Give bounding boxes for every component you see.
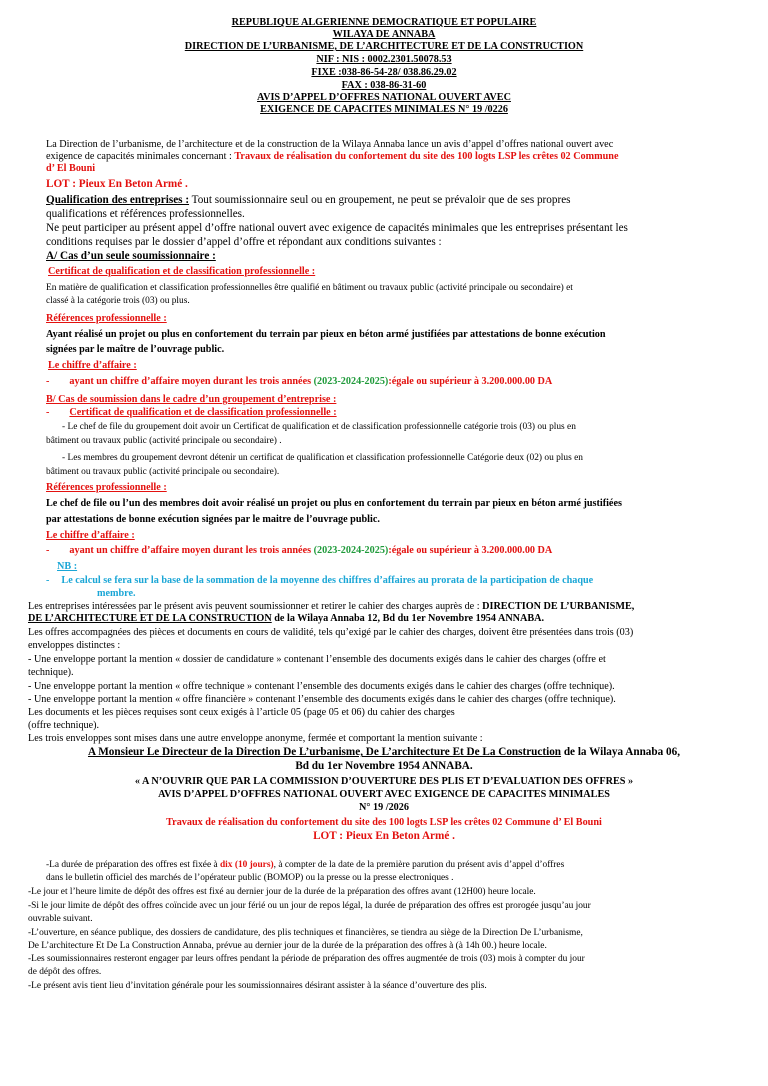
intro-lot: LOT : Pieux En Beton Armé . (46, 178, 188, 190)
header-exigence: EXIGENCE DE CAPACITES MINIMALES N° 19 /0226 (260, 104, 508, 115)
ca-amount: :égale ou supérieur à 3.200.000.00 DA (388, 376, 553, 387)
header-fixe: FIXE :038-86-54-28/ 038.86.29.02 (311, 67, 457, 78)
address-line-1 (0, 746, 768, 758)
intro-text: exigence de capacités minimales concernant : (46, 151, 235, 162)
qualification-line-3: Ne peut participer au présent appel d’offre national ouvert avec exigence de capacités minimales que les entreprises présentant les (46, 222, 628, 234)
body-line-1 (28, 601, 634, 613)
body-line-6: technique). (28, 667, 74, 678)
address-wilaya: de la Wilaya Annaba 06, (561, 746, 680, 758)
footer-line-10: -Le présent avis tient lieu d’invitation générale pour les soumissionnaires désirant assister à la séance d’ouverture des plis. (28, 981, 487, 991)
section-a-cert-line-2: classé à la catégorie trois (03) ou plus. (46, 296, 190, 306)
body-line-8: - Une enveloppe portant la mention « offre financière » contenant l’ensemble des documents exigés dans le cahier des charges (offre technique). (28, 694, 616, 705)
section-a-ref-line-2: signées par le maître de l’ouvrage public. (46, 344, 225, 355)
footer-line-7: De L’architecture Et De La Construction Annaba, prévue au dernier jour de la durée de la préparation des offres à (à 14h 00.) heure locale. (28, 941, 547, 951)
header-fax: FAX : 038-86-31-60 (341, 80, 427, 91)
section-a-title: A/ Cas d’un seule soumissionnaire : (46, 250, 216, 262)
address-line-2: Bd du 1er Novembre 1954 ANNABA. (295, 760, 473, 772)
ca-text: ayant un chiffre d’affaire moyen durant les trois années (69, 545, 314, 556)
body-address: de la Wilaya Annaba 12, Bd du 1er Novembre 1954 ANNABA. (271, 613, 545, 624)
footer-line-1 (46, 859, 564, 871)
section-b-p1-line-2: bâtiment ou travaux public (activité principale ou secondaire) . (46, 436, 282, 446)
body-line-3: Les offres accompagnées des pièces et documents en cours de validité, tels qu’exigé par le cahier des charges, doivent être présentées dans trois (03) (28, 627, 634, 638)
address-project: Travaux de réalisation du confortement du site des 100 logts LSP les crêtes 02 Commune d’ El Bouni (166, 817, 602, 828)
address-lot: LOT : Pieux En Beton Armé . (313, 830, 455, 842)
section-a-ca-line (46, 376, 552, 388)
footer-text-cont: , à compter de la date de la première parution du présent avis d’appel d’offres (273, 860, 565, 870)
section-b-cert-title: Certificat de qualification et de classification professionnelle : (69, 407, 337, 418)
ca-years: (2023-2024-2025) (313, 376, 389, 387)
footer-text: -La durée de préparation des offres est fixée à (46, 860, 220, 870)
section-b-p1-line-1: - Le chef de file du groupement doit avoir un Certificat de qualification et de classification professionnelle catégorie trois (03) ou plus en (62, 422, 576, 432)
bullet-dash: - (46, 575, 50, 586)
footer-line-6: -L’ouverture, en séance publique, des dossiers de candidature, des plis techniques et financières, se tiendra au siège de la Direction De L’urbanisme, (28, 928, 583, 938)
body-line-4: enveloppes distinctes : (28, 640, 121, 651)
ca-text: ayant un chiffre d’affaire moyen durant les trois années (69, 376, 314, 387)
header-wilaya: WILAYA DE ANNABA (332, 29, 436, 40)
body-line-5: - Une enveloppe portant la mention « dossier de candidature » contenant l’ensemble des documents exigés dans le cahier des charges (offre et (28, 654, 606, 665)
footer-line-2: dans le bulletin officiel des marchés de l’opérateur public (BOMOP) ou la presse ou la presse electroniques . (46, 873, 454, 883)
body-text: Les entreprises intéressées par le présent avis peuvent soumissionner et retirer le cahier des charges auprès de : (28, 601, 483, 612)
header-avis: AVIS D’APPEL D’OFFRES NATIONAL OUVERT AVEC (257, 92, 511, 103)
intro-line-3: d’ El Bouni (46, 163, 96, 174)
section-b-ref-line-1: Le chef de file ou l’un des membres doit avoir réalisé un projet ou plus en confortement du terrain par pieux en béton armé justifiées (46, 498, 622, 509)
nb-line-2: membre. (97, 588, 136, 599)
section-b-ca-line (46, 545, 552, 557)
section-b-ca-title: Le chiffre d’affaire : (46, 530, 135, 541)
ca-years: (2023-2024-2025) (313, 545, 389, 556)
section-a-ca-title: Le chiffre d’affaire : (48, 360, 137, 371)
body-line-11: Les trois enveloppes sont mises dans une autre enveloppe anonyme, fermée et comportant la mention suivante : (28, 733, 483, 744)
bullet-dash: - (46, 545, 50, 556)
nb-line-1 (46, 575, 593, 587)
qualification-text: Tout soumissionnaire seul ou en groupement, ne peut se prévaloir que de ses propres (189, 194, 571, 206)
qualification-title: Qualification des entreprises : (46, 194, 190, 206)
body-line-10: (offre technique). (28, 720, 100, 731)
intro-project: Travaux de réalisation du confortement du site des 100 logts LSP les crêtes 02 Commune (234, 151, 619, 162)
address-mention: « A N’OUVRIR QUE PAR LA COMMISSION D’OUVERTURE DES PLIS ET D’EVALUATION DES OFFRES » (134, 776, 634, 787)
section-a-ref-line-1: Ayant réalisé un projet ou plus en confortement du terrain par pieux en béton armé justifiées par attestations de bonne exécution (46, 329, 606, 340)
section-a-cert-line-1: En matière de qualification et classification professionnelles être qualifié en bâtiment ou travaux public (activité principale ou secondaire) et (46, 283, 573, 293)
nb-text: Le calcul se fera sur la base de la sommation de la moyenne des chiffres d’affaires au prorata de la participation de chaque (61, 575, 594, 586)
qualification-line-4: conditions requises par le dossier d’appel d’offre et répondant aux conditions suivantes : (46, 236, 442, 248)
intro-line-2 (46, 151, 618, 163)
section-b-title: B/ Cas de soumission dans le cadre d’un groupement d’entreprise : (46, 394, 337, 405)
body-line-9: Les documents et les pièces requises sont ceux exigés à l’article 05 (page 05 et 06) du cahier des charges (28, 707, 455, 718)
intro-line-1: La Direction de l’urbanisme, de l’architecture et de la construction de la Wilaya Annaba lance un avis d’appel d’offres national ouvert avec (46, 139, 614, 150)
ca-amount: :égale ou supérieur à 3.200.000.00 DA (388, 545, 553, 556)
footer-line-9: de dépôt des offres. (28, 967, 102, 977)
footer-line-8: -Les soumissionnaires resteront engager par leurs offres pendant la période de préparation des offres augmentée de trois (03) mois à compter du jour (28, 954, 585, 964)
address-recipient: A Monsieur Le Directeur de la Direction De L’urbanisme, De L’architecture Et De La Construction (87, 746, 562, 758)
bullet-dash: - (46, 376, 50, 387)
footer-duration: dix (10 jours) (219, 860, 274, 870)
address-avis: AVIS D’APPEL D’OFFRES NATIONAL OUVERT AVEC EXIGENCE DE CAPACITES MINIMALES (158, 789, 610, 800)
section-b-p2-line-1: - Les membres du groupement devront détenir un certificat de qualification et classification professionnelle Catégorie deux (02) ou plus en (62, 453, 583, 463)
section-b-ref-title: Références professionnelle : (46, 482, 167, 493)
footer-line-5: ouvrable suivant. (28, 914, 93, 924)
body-direction-cont: DE L’ARCHITECTURE ET DE LA CONSTRUCTION (28, 613, 272, 624)
section-b-p2-line-2: bâtiment ou travaux public (activité principale ou secondaire). (46, 467, 280, 477)
nb-title: NB : (57, 561, 78, 572)
qualification-line-2: qualifications et références professionnelles. (46, 208, 245, 220)
address-number: N° 19 /2026 (359, 802, 409, 813)
header-nif: NIF : NIS : 0002.2301.50078.53 (316, 54, 452, 65)
header-country: REPUBLIQUE ALGERIENNE DEMOCRATIQUE ET POPULAIRE (231, 17, 537, 28)
section-b-cert-line (46, 407, 337, 419)
body-line-2 (28, 613, 544, 625)
footer-line-4: -Si le jour limite de dépôt des offres coïncide avec un jour férié ou un jour de repos légal, la durée de préparation des offres est prorogée jusqu’au jour (28, 901, 591, 911)
section-a-cert-title: Certificat de qualification et de classification professionnelle : (48, 266, 316, 277)
section-a-ref-title: Références professionnelle : (46, 313, 167, 324)
section-b-ref-line-2: par attestations de bonne exécution signées par le maitre de l’ouvrage public. (46, 514, 380, 525)
header-direction: DIRECTION DE L’URBANISME, DE L’ARCHITECTURE ET DE LA CONSTRUCTION (184, 41, 584, 52)
qualification-line-1 (46, 194, 571, 206)
footer-line-3: -Le jour et l’heure limite de dépôt des offres est fixé au dernier jour de la durée de la préparation des offres avant (12H00) heure locale. (28, 887, 536, 897)
bullet-dash: - (46, 407, 50, 418)
body-line-7: - Une enveloppe portant la mention « offre technique » contenant l’ensemble des documents exigés dans le cahier des charges (offre technique). (28, 681, 615, 692)
body-direction: DIRECTION DE L’URBANISME, (482, 601, 635, 612)
